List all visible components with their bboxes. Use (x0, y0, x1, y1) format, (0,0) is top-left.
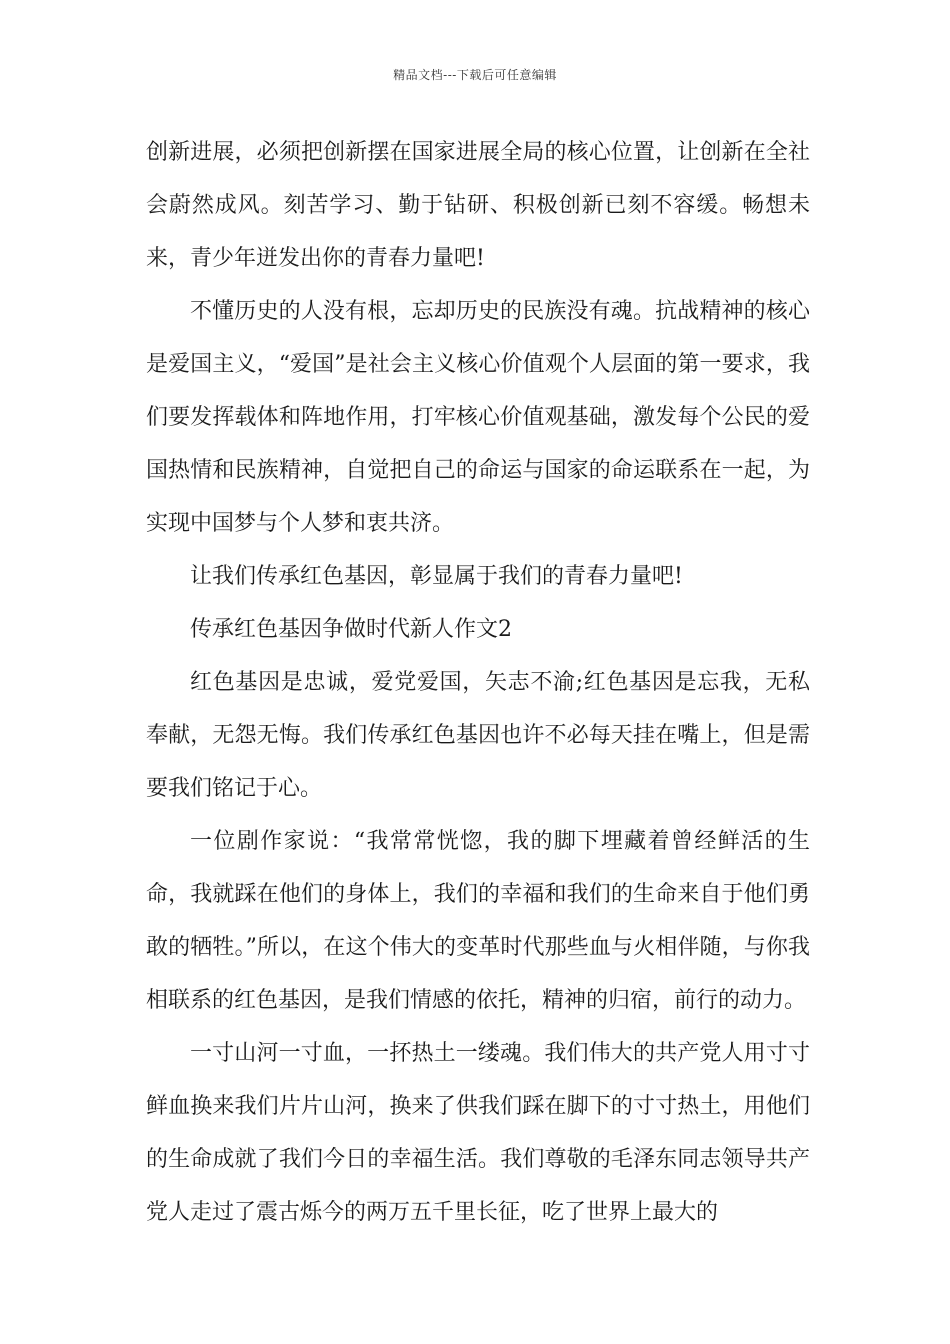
section-title-text: 传承红色基因争做时代新人作文2 (190, 617, 512, 642)
paragraph-line: 一位剧作家说：“我常常恍惚，我的脚下埋藏着曾经鲜活的生 (190, 829, 810, 854)
paragraph-line: 红色基因是忠诚，爱党爱国，矢志不渝;红色基因是忘我，无私 (190, 670, 810, 695)
paragraph-line: 创新进展，必须把创新摆在国家进展全局的核心位置，让创新在全 (146, 140, 788, 165)
paragraph-line: 命，我就踩在他们的身体上，我们的幸福和我们的生命来自于他们 (146, 882, 788, 907)
paragraph-line: 勇敢的牺牲。”所以，在这个伟大的变革时代那些血与火相伴随， (146, 882, 810, 960)
paragraph-line: 导共产党人走过了震古烁今的两万五千里长征，吃了世界上最大的 (146, 1147, 810, 1225)
paragraph-line: 社会蔚然成风。刻苦学习、勤于钻研、积极创新已刻不容缓。畅想 (146, 140, 810, 218)
paragraph-line: 公民的爱国热情和民族精神，自觉把自己的命运与国家的命运联系 (146, 405, 810, 483)
paragraph-red-gene (146, 656, 810, 815)
paragraph-innovation (146, 126, 810, 285)
paragraph-line: 的动力。 (718, 988, 807, 1013)
section-title (146, 603, 810, 656)
paragraph-history (146, 285, 810, 550)
paragraph-line: 与你我相联系的红色基因，是我们情感的依托，精神的归宿，前行 (146, 935, 810, 1013)
paragraph-line: 一寸山河一寸血，一抔热土一缕魂。我们伟大的共产党人用寸 (190, 1041, 788, 1066)
paragraph-line: 在一起，为实现中国梦与个人梦和衷共济。 (146, 458, 810, 536)
document-body (146, 126, 810, 1239)
paragraph-line: 奉献，无怨无悔。我们传承红色基因也许不必每天挂在嘴上，但是 (146, 723, 788, 748)
paragraph-mountains-rivers (146, 1027, 810, 1239)
paragraph-line: 不懂历史的人没有根，忘却历史的民族没有魂。抗战精神的核 (190, 299, 788, 324)
paragraph-line: 心是爱国主义，“爱国”是社会主义核心价值观个人层面的第一要 (146, 299, 810, 377)
paragraph-line: 需要我们铭记于心。 (146, 723, 810, 801)
paragraph-playwright-quote (146, 815, 810, 1027)
paragraph-line: 求，我们要发挥载体和阵地作用，打牢核心价值观基础，激发每个 (146, 352, 810, 430)
page-header: 精品文档---下载后可任意编辑 (393, 68, 557, 82)
paragraph-line: 他们的生命成就了我们今日的幸福生活。我们尊敬的毛泽东同志领 (146, 1094, 810, 1172)
paragraph-youth-call (146, 550, 810, 603)
paragraph-line: 未来，青少年迸发出你的青春力量吧! (146, 193, 810, 271)
paragraph-line: 让我们传承红色基因，彰显属于我们的青春力量吧! (190, 564, 683, 589)
paragraph-line: 寸鲜血换来我们片片山河，换来了供我们踩在脚下的寸寸热土，用 (146, 1041, 810, 1119)
